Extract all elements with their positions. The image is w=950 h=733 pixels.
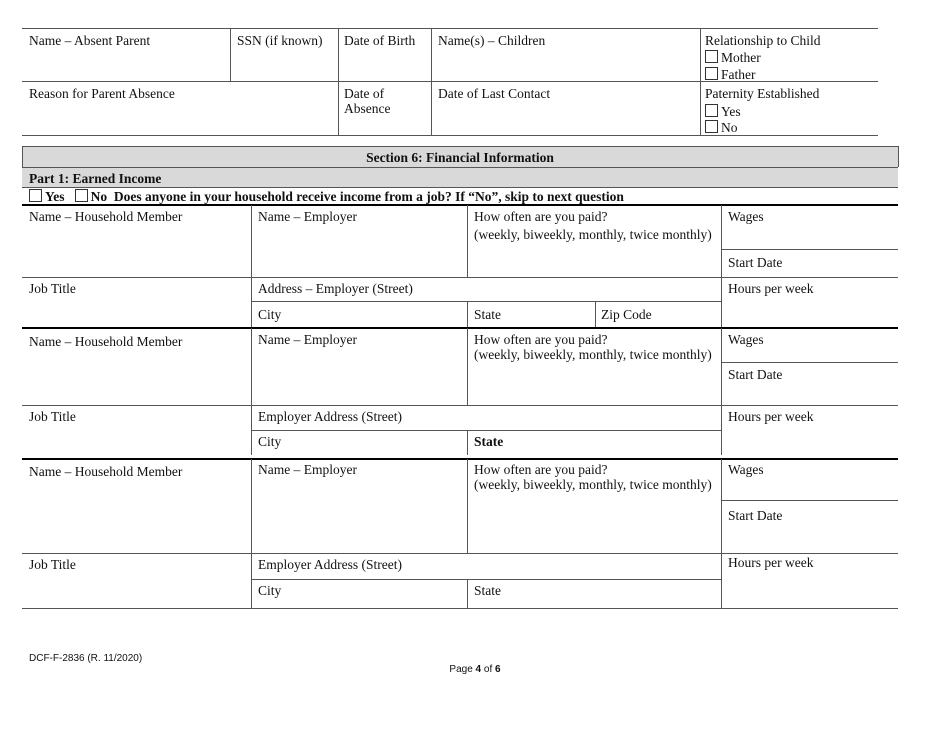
reason-absence-label: Reason for Parent Absence — [29, 86, 175, 101]
paternity-no-label: No — [721, 120, 738, 135]
question-yes-label: Yes — [45, 189, 65, 204]
last-contact-label: Date of Last Contact — [438, 86, 551, 101]
employer-name-label: Name – Employer — [258, 209, 357, 224]
state-label: State — [474, 583, 501, 598]
job-title-label: Job Title — [29, 557, 76, 572]
relationship-option-father[interactable] — [705, 66, 756, 83]
employer-name-label: Name – Employer — [258, 462, 357, 477]
page-prefix: Page — [449, 664, 473, 675]
job-title-label: Job Title — [29, 409, 76, 424]
question-text: Does anyone in your household receive income from a job? If “No”, skip to next question — [113, 189, 624, 204]
paternity-yes-label: Yes — [721, 104, 741, 119]
paternity-label: Paternity Established — [705, 86, 820, 101]
mother-option-label: Mother — [721, 50, 761, 65]
start-date-label: Start Date — [728, 367, 783, 382]
date-of-birth-label: Date of Birth — [344, 33, 416, 48]
relationship-label: Relationship to Child — [705, 33, 821, 48]
part1-title: Part 1: Earned Income — [29, 171, 162, 186]
city-label: City — [258, 583, 282, 598]
form-id: DCF-F-2836 (R. 11/2020) — [29, 653, 143, 664]
absent-parent-name-label: Name – Absent Parent — [29, 33, 151, 48]
pay-frequency-hint: (weekly, biweekly, monthly, twice monthly) — [474, 227, 712, 242]
employer-address-label: Employer Address (Street) — [258, 409, 402, 424]
page-number — [0, 661, 950, 678]
father-option-label: Father — [721, 67, 756, 82]
pay-frequency-label: How often are you paid? — [474, 332, 608, 347]
children-names-label: Name(s) – Children — [438, 33, 546, 48]
date-of-absence-label-line2: Absence — [344, 101, 391, 116]
start-date-label: Start Date — [728, 508, 783, 523]
relationship-option-mother[interactable] — [705, 49, 761, 66]
paternity-no-checkbox[interactable] — [705, 120, 718, 133]
question-no-label: No — [90, 189, 108, 204]
household-member-label: Name – Household Member — [29, 209, 183, 224]
paternity-option-no[interactable] — [705, 119, 738, 136]
date-of-absence-label-line1: Date of — [344, 86, 385, 101]
zip-code-label: Zip Code — [601, 307, 652, 322]
hours-per-week-label: Hours per week — [728, 409, 814, 424]
pay-frequency-label: How often are you paid? — [474, 462, 608, 477]
wages-label: Wages — [728, 209, 764, 224]
city-label: City — [258, 307, 282, 322]
earned-income-question — [29, 188, 624, 205]
start-date-label: Start Date — [728, 255, 783, 270]
paternity-yes-checkbox[interactable] — [705, 104, 718, 117]
mother-checkbox[interactable] — [705, 50, 718, 63]
employer-address-label: Employer Address (Street) — [258, 557, 402, 572]
state-label: State — [474, 434, 504, 449]
hours-per-week-label: Hours per week — [728, 281, 814, 296]
question-no-checkbox[interactable] — [75, 189, 88, 202]
pay-frequency-hint: (weekly, biweekly, monthly, twice monthly) — [474, 477, 712, 492]
employer-name-label: Name – Employer — [258, 332, 357, 347]
hours-per-week-label: Hours per week — [728, 555, 814, 570]
state-label: State — [474, 307, 501, 322]
wages-label: Wages — [728, 462, 764, 477]
father-checkbox[interactable] — [705, 67, 718, 80]
section6-title: Section 6: Financial Information — [366, 150, 554, 165]
question-yes-checkbox[interactable] — [29, 189, 42, 202]
household-member-label: Name – Household Member — [29, 464, 183, 479]
pay-frequency-label: How often are you paid? — [474, 209, 608, 224]
city-label: City — [258, 434, 282, 449]
employer-address-label: Address – Employer (Street) — [258, 281, 413, 296]
page-current: 4 — [475, 664, 482, 675]
page-total: 6 — [495, 664, 501, 675]
ssn-label: SSN (if known) — [237, 33, 323, 48]
wages-label: Wages — [728, 332, 764, 347]
pay-frequency-hint: (weekly, biweekly, monthly, twice monthly) — [474, 347, 712, 362]
household-member-label: Name – Household Member — [29, 334, 183, 349]
job-title-label: Job Title — [29, 281, 76, 296]
paternity-option-yes[interactable] — [705, 103, 741, 120]
page-of: of — [483, 664, 493, 675]
